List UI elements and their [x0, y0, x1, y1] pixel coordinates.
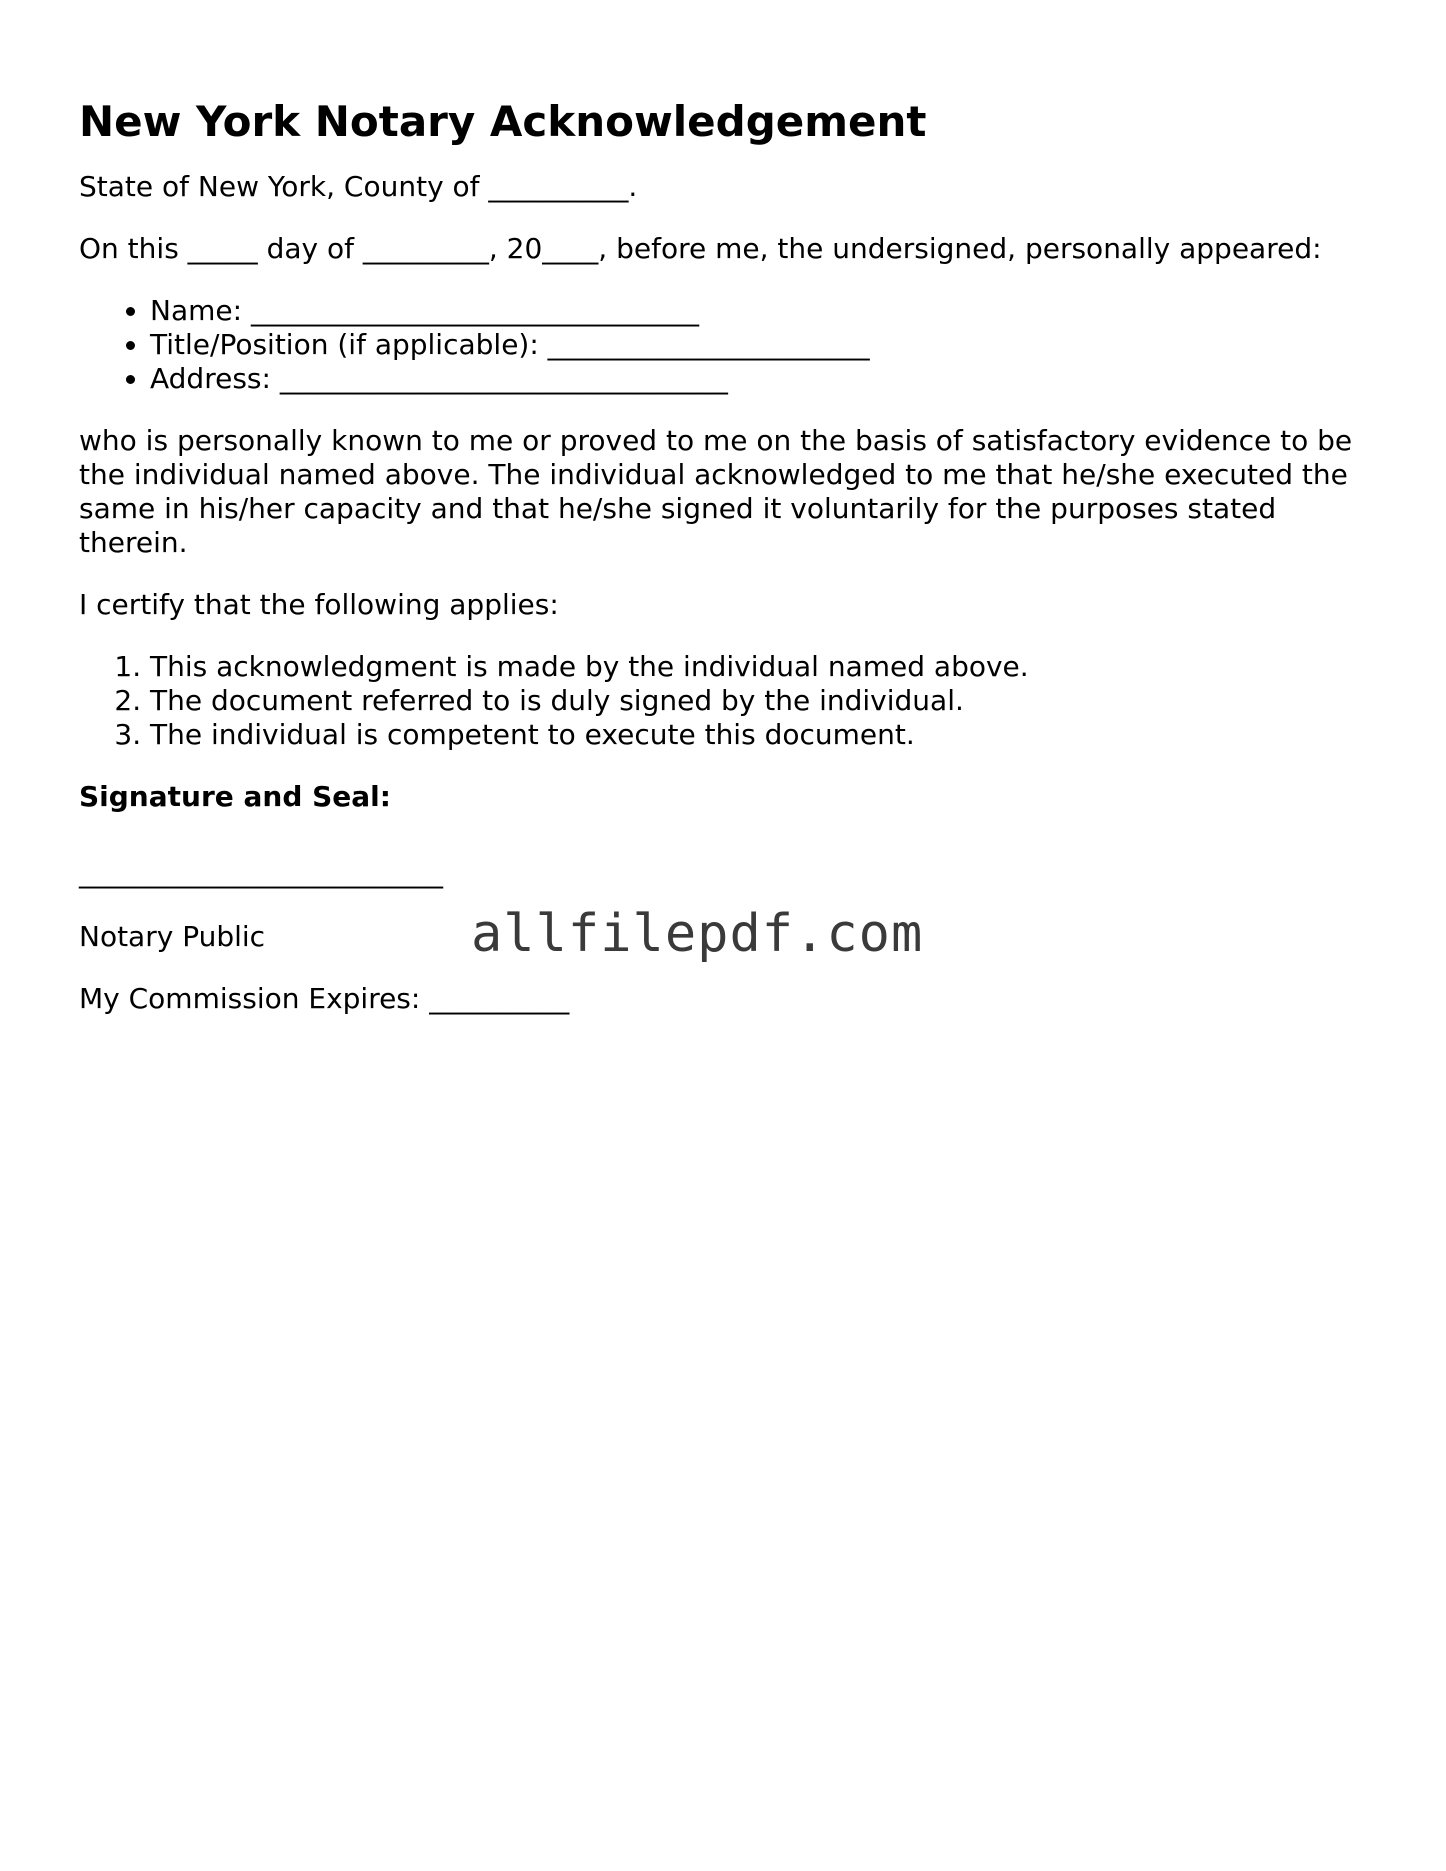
address-field: • Address: ________________________________ [150, 362, 1379, 396]
intro-paragraph: On this _____ day of _________, 20____, before me, the undersigned, personally appeared: [79, 232, 1322, 265]
appearer-fields-list [79, 294, 1379, 396]
certification-item: 3. The individual is competent to execute this document. [150, 718, 1379, 752]
watermark-text: allfilepdf.com [471, 904, 924, 964]
commission-expires-line: My Commission Expires: __________ [79, 982, 570, 1015]
venue-line: State of New York, County of __________. [79, 170, 638, 203]
statement-paragraph: who is personally known to me or proved to me on the basis of satisfactory evidence to be the individual named above. The individual acknowledged to me that he/she executed the same in his/her capacity and that he/she signed it voluntarily for the purposes stated therein. [79, 424, 1353, 559]
title-position-field: • Title/Position (if applicable): _______________________ [150, 328, 1379, 362]
name-field: • Name: ________________________________ [150, 294, 1379, 328]
signature-line: __________________________ [79, 856, 443, 889]
page-title: New York Notary Acknowledgement [79, 97, 927, 146]
certifications-list [79, 650, 1379, 752]
notary-public-label: Notary Public [79, 920, 266, 953]
certification-item: 2. The document referred to is duly signed by the individual. [150, 684, 1379, 718]
document-page [79, 96, 1379, 1044]
certify-intro: I certify that the following applies: [79, 588, 559, 621]
certification-item: 1. This acknowledgment is made by the individual named above. [150, 650, 1379, 684]
notary-row [79, 904, 1379, 964]
signature-heading: Signature and Seal: [79, 780, 391, 813]
